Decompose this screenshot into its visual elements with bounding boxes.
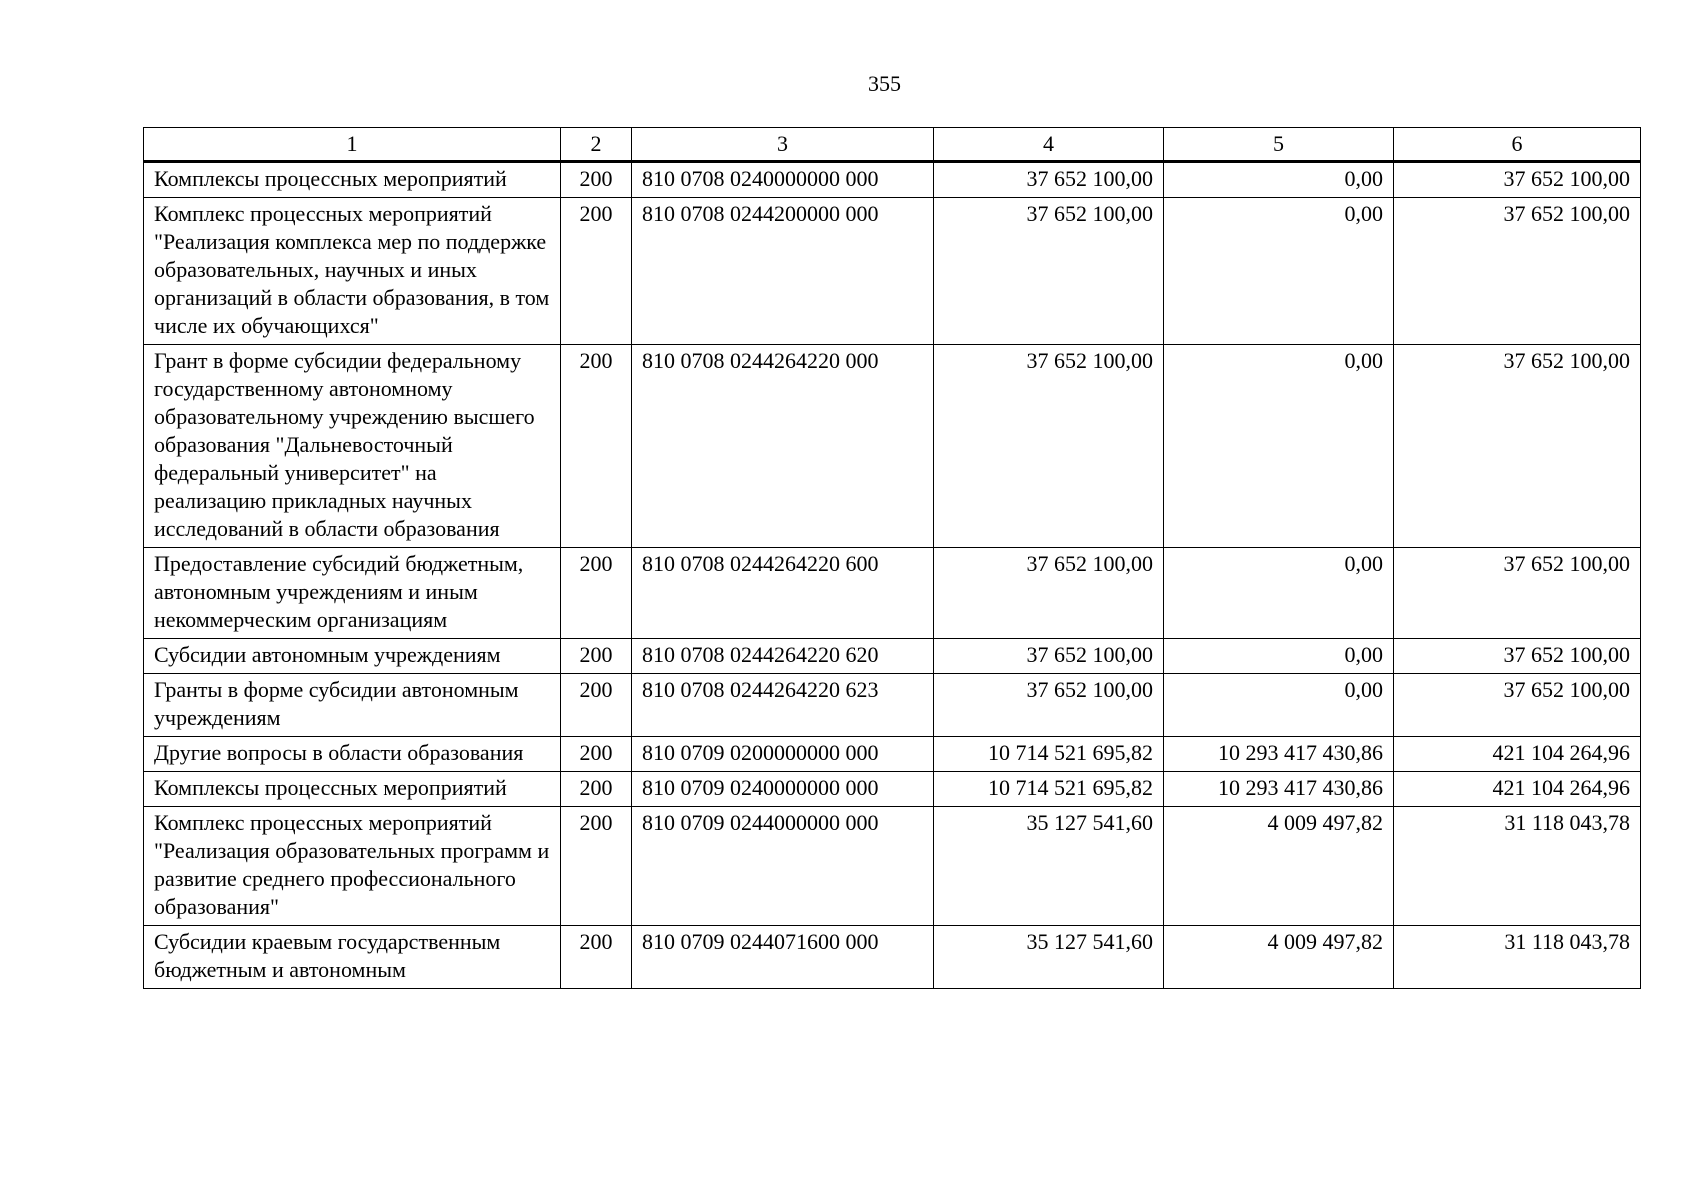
- row-code: 200: [561, 639, 632, 674]
- row-col6: 37 652 100,00: [1394, 198, 1641, 345]
- row-col5: 0,00: [1164, 548, 1394, 639]
- table-row: [144, 772, 1641, 807]
- table-row: [144, 198, 1641, 345]
- row-kbk: 810 0708 0244200000 000: [632, 198, 934, 345]
- row-col4: 37 652 100,00: [934, 162, 1164, 198]
- row-code: 200: [561, 162, 632, 198]
- row-col5: 0,00: [1164, 198, 1394, 345]
- row-col6: 37 652 100,00: [1394, 639, 1641, 674]
- row-code: 200: [561, 548, 632, 639]
- column-header-1: 1: [144, 128, 561, 162]
- row-name: Другие вопросы в области образования: [144, 737, 561, 772]
- row-col5: 10 293 417 430,86: [1164, 737, 1394, 772]
- row-col4: 10 714 521 695,82: [934, 737, 1164, 772]
- column-header-3: 3: [632, 128, 934, 162]
- row-col5: 0,00: [1164, 639, 1394, 674]
- row-col5: 4 009 497,82: [1164, 926, 1394, 989]
- row-name: Предоставление субсидий бюджетным, автономным учреждениям и иным некоммерческим организациям: [144, 548, 561, 639]
- row-col6: 421 104 264,96: [1394, 772, 1641, 807]
- row-kbk: 810 0709 0200000000 000: [632, 737, 934, 772]
- row-kbk: 810 0709 0244000000 000: [632, 807, 934, 926]
- row-kbk: 810 0708 0244264220 600: [632, 548, 934, 639]
- table-body: [144, 162, 1641, 989]
- row-name: Комплексы процессных мероприятий: [144, 162, 561, 198]
- row-col5: 0,00: [1164, 674, 1394, 737]
- row-kbk: 810 0708 0244264220 620: [632, 639, 934, 674]
- row-code: 200: [561, 807, 632, 926]
- row-col4: 35 127 541,60: [934, 807, 1164, 926]
- table-row: [144, 674, 1641, 737]
- column-header-5: 5: [1164, 128, 1394, 162]
- row-name: Комплексы процессных мероприятий: [144, 772, 561, 807]
- column-header-2: 2: [561, 128, 632, 162]
- table-row: [144, 345, 1641, 548]
- budget-table: [143, 127, 1641, 989]
- row-name: Гранты в форме субсидии автономным учреждениям: [144, 674, 561, 737]
- row-col5: 10 293 417 430,86: [1164, 772, 1394, 807]
- row-code: 200: [561, 737, 632, 772]
- table-row: [144, 926, 1641, 989]
- row-name: Комплекс процессных мероприятий "Реализация образовательных программ и развитие среднего профессионального образования": [144, 807, 561, 926]
- row-col4: 37 652 100,00: [934, 198, 1164, 345]
- table-row: [144, 639, 1641, 674]
- row-kbk: 810 0708 0244264220 000: [632, 345, 934, 548]
- row-col4: 37 652 100,00: [934, 548, 1164, 639]
- table-header: [144, 128, 1641, 162]
- row-kbk: 810 0708 0240000000 000: [632, 162, 934, 198]
- row-code: 200: [561, 198, 632, 345]
- row-col4: 35 127 541,60: [934, 926, 1164, 989]
- row-kbk: 810 0709 0244071600 000: [632, 926, 934, 989]
- row-col6: 37 652 100,00: [1394, 674, 1641, 737]
- row-col6: 421 104 264,96: [1394, 737, 1641, 772]
- row-col6: 37 652 100,00: [1394, 162, 1641, 198]
- row-name: Комплекс процессных мероприятий "Реализация комплекса мер по поддержке образовательных, научных и иных организаций в области образования, в том числе их обучающихся": [144, 198, 561, 345]
- row-col5: 4 009 497,82: [1164, 807, 1394, 926]
- row-col4: 37 652 100,00: [934, 639, 1164, 674]
- row-col6: 31 118 043,78: [1394, 807, 1641, 926]
- row-col6: 37 652 100,00: [1394, 345, 1641, 548]
- column-header-4: 4: [934, 128, 1164, 162]
- row-code: 200: [561, 674, 632, 737]
- page-number: 355: [868, 71, 901, 96]
- row-name: Грант в форме субсидии федеральному государственному автономному образовательному учреждению высшего образования "Дальневосточный федеральный университет" на реализацию прикладных научных исследований в области образования: [144, 345, 561, 548]
- row-col6: 37 652 100,00: [1394, 548, 1641, 639]
- row-col6: 31 118 043,78: [1394, 926, 1641, 989]
- row-code: 200: [561, 345, 632, 548]
- row-kbk: 810 0709 0240000000 000: [632, 772, 934, 807]
- table-row: [144, 737, 1641, 772]
- row-code: 200: [561, 926, 632, 989]
- row-col4: 37 652 100,00: [934, 674, 1164, 737]
- header-row: [144, 128, 1641, 162]
- row-col4: 37 652 100,00: [934, 345, 1164, 548]
- column-header-6: 6: [1394, 128, 1641, 162]
- row-code: 200: [561, 772, 632, 807]
- row-col4: 10 714 521 695,82: [934, 772, 1164, 807]
- row-name: Субсидии краевым государственным бюджетным и автономным: [144, 926, 561, 989]
- table-row: [144, 807, 1641, 926]
- row-kbk: 810 0708 0244264220 623: [632, 674, 934, 737]
- row-name: Субсидии автономным учреждениям: [144, 639, 561, 674]
- row-col5: 0,00: [1164, 345, 1394, 548]
- table-row: [144, 162, 1641, 198]
- table-row: [144, 548, 1641, 639]
- row-col5: 0,00: [1164, 162, 1394, 198]
